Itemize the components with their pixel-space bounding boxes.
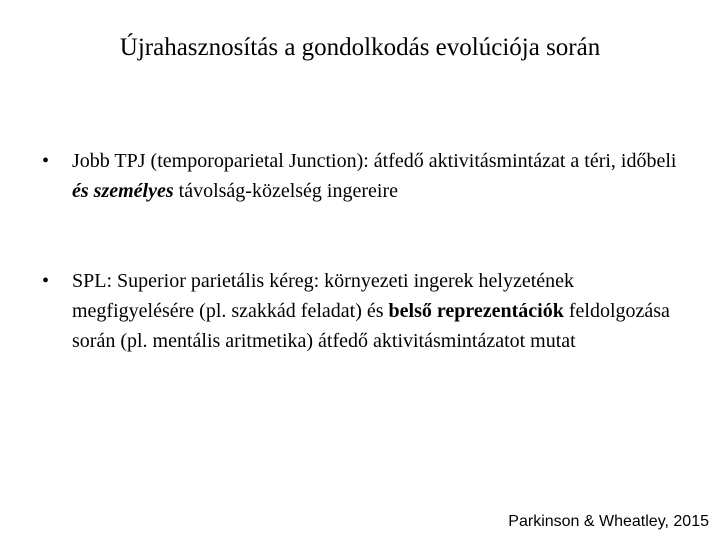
slide-title: Újrahasznosítás a gondolkodás evolúciója során — [119, 34, 601, 61]
bullet-emphasis: belső reprezentációk — [388, 300, 564, 322]
citation: Parkinson & Wheatley, 2015 — [508, 513, 709, 530]
bullet-marker: • — [42, 270, 50, 292]
bullet-item-spl — [40, 266, 690, 356]
bullet-item-tpj — [40, 146, 690, 206]
bullet-text: Jobb TPJ (temporoparietal Junction): átfedő aktivitásmintázat a téri, időbeli — [72, 150, 677, 172]
bullet-list — [40, 146, 690, 356]
bullet-text: SPL: Superior parietális kéreg: környezeti ingerek helyzetének megfigyelésére (pl. szakkád feladat) és — [72, 270, 575, 322]
bullet-text: távolság-közelség ingereire — [173, 180, 398, 202]
bullet-marker: • — [42, 150, 50, 172]
bullet-emphasis: és személyes — [72, 180, 174, 202]
bullet-text: feldolgozása során (pl. mentális aritmetika) átfedő aktivitásmintázatot mutat — [72, 300, 670, 352]
